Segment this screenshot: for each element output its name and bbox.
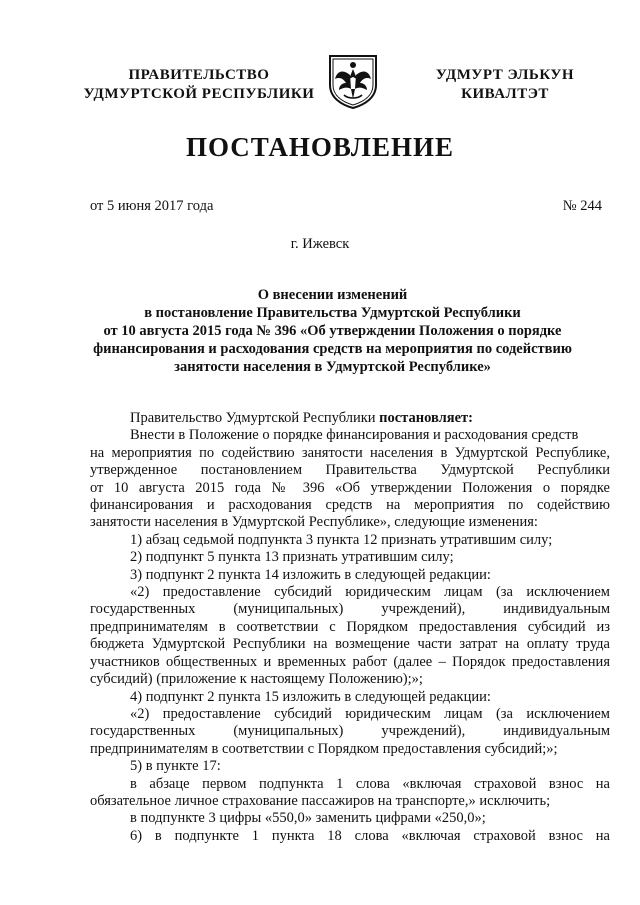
- header-right-block: [420, 66, 590, 104]
- body-line: Внести в Положение о порядке финансирования и расходования средств: [130, 427, 579, 444]
- body-line: предпринимателям в соответствии с Порядком предоставления субсидий из: [90, 618, 610, 635]
- body-line: «2) предоставление субсидий юридическим лицам (за исключением: [130, 705, 610, 722]
- body-line: «2) предоставление субсидий юридическим лицам (за исключением: [130, 584, 610, 601]
- intro-keyword: постановляет:: [379, 410, 473, 426]
- header-left-block: [82, 66, 316, 104]
- coat-of-arms-icon: [326, 53, 380, 109]
- document-subject: [60, 286, 605, 376]
- body-line: 5) в пункте 17:: [130, 758, 221, 775]
- intro-text: Правительство Удмуртской Республики: [130, 410, 380, 426]
- document-title: ПОСТАНОВЛЕНИЕ: [185, 132, 455, 162]
- header-left-line1: ПРАВИТЕЛЬСТВО: [128, 67, 270, 83]
- body-line: 6) в подпункте 1 пункта 18 слова «включая страховой взнос на: [130, 827, 610, 844]
- body-line: 2) подпункт 5 пункта 13 признать утратившим силу;: [130, 549, 454, 566]
- body-line: в абзаце первом подпункта 1 слова «включая страховой взнос на: [130, 775, 610, 792]
- document-body: [90, 410, 610, 845]
- subject-line: финансирования и расходования средств на мероприятия по содействию: [93, 341, 572, 357]
- body-line: участников общественных и временных работ (далее – Порядок предоставления: [90, 653, 610, 670]
- body-intro-line: [90, 410, 610, 427]
- header-right-line1: УДМУРТ ЭЛЬКУН: [435, 67, 575, 83]
- header-right-line2: КИВАЛТЭТ: [461, 86, 549, 102]
- body-line: бюджета Удмуртской Республики на возмещение части затрат на оплату труда: [90, 636, 610, 653]
- body-line: государственных (муниципальных) учреждений), индивидуальным: [90, 601, 610, 618]
- subject-line: О внесении изменений: [257, 287, 408, 303]
- subject-line: занятости населения в Удмуртской Республике»: [174, 359, 491, 375]
- body-line: 4) подпункт 2 пункта 15 изложить в следующей редакции:: [130, 688, 491, 705]
- document-number: № 244: [562, 198, 602, 214]
- body-line: финансирования и расходования средств на мероприятия по содействию: [90, 497, 610, 514]
- header-left-line2: УДМУРТСКОЙ РЕСПУБЛИКИ: [83, 86, 315, 102]
- body-line: 1) абзац седьмой подпункта 3 пункта 12 признать утратившим силу;: [130, 531, 553, 548]
- body-line: на мероприятия по содействию занятости населения в Удмуртской Республике,: [90, 444, 610, 461]
- subject-line: в постановление Правительства Удмуртской Республики: [144, 305, 521, 321]
- subject-line: от 10 августа 2015 года № 396 «Об утверждении Положения о порядке: [103, 323, 562, 339]
- body-line: занятости населения в Удмуртской Республике», следующие изменения:: [90, 514, 538, 531]
- body-line: утвержденное постановлением Правительства Удмуртской Республики: [90, 462, 610, 479]
- body-line: в подпункте 3 цифры «550,0» заменить цифрами «250,0»;: [130, 810, 486, 827]
- document-date: от 5 июня 2017 года: [90, 198, 214, 214]
- body-line: предпринимателям в соответствии с Порядком предоставления субсидий;»;: [90, 740, 558, 757]
- body-line: от 10 августа 2015 года № 396 «Об утверждении Положения о порядке: [90, 479, 610, 496]
- body-line: субсидий) (приложение к настоящему Положению);»;: [90, 671, 423, 688]
- body-line: обязательное личное страхование пассажиров на транспорте,» исключить;: [90, 792, 551, 809]
- body-line: 3) подпункт 2 пункта 14 изложить в следующей редакции:: [130, 566, 491, 583]
- body-line: государственных (муниципальных) учреждений), индивидуальным: [90, 723, 610, 740]
- document-city: г. Ижевск: [290, 236, 350, 252]
